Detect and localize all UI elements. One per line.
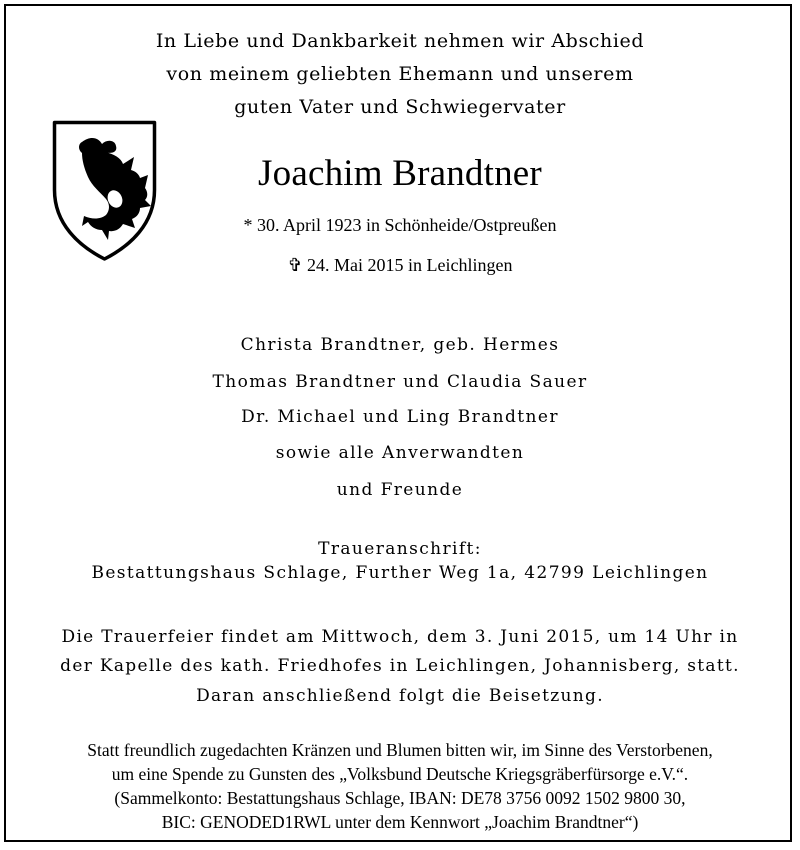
donation-line-4: BIC: GENODED1RWL unter dem Kennwort „Joachim Brandtner“) [161,812,639,832]
mourner-1: Christa Brandtner, geb. Hermes [240,335,560,355]
ceremony-line-2: der Kapelle des kath. Friedhofes in Leichlingen, Johannisberg, statt. [60,656,740,676]
address-label: Traueranschrift: [318,539,482,559]
deceased-name: Joachim Brandtner [258,153,542,194]
donation-line-2: um eine Spende zu Gunsten des „Volksbund Deutsche Kriegsgräberfürsorge e.V.“. [111,764,689,784]
mourner-3: Dr. Michael und Ling Brandtner [241,407,559,427]
ceremony-line-3: Daran anschließend folgt die Beisetzung. [196,686,604,706]
mourner-4: sowie alle Anverwandten [275,443,525,463]
intro-line-2: von meinem geliebten Ehemann und unserem [166,63,634,85]
intro-line-3: guten Vater und Schwiegervater [234,96,566,118]
intro-line-1: In Liebe und Dankbarkeit nehmen wir Abschied [155,30,645,52]
donation-line-1: Statt freundlich zugedachten Kränzen und Blumen bitten wir, im Sinne des Verstorbenen, [87,740,713,760]
ceremony-line-1: Die Trauerfeier findet am Mittwoch, dem 3. Juni 2015, um 14 Uhr in [61,627,739,647]
donation-line-3: (Sammelkonto: Bestattungshaus Schlage, IBAN: DE78 3756 0092 1502 9800 30, [114,788,686,808]
death-date: ✞ 24. Mai 2015 in Leichlingen [287,255,513,275]
birth-date: * 30. April 1923 in Schönheide/Ostpreußen [243,215,557,235]
mourner-5: und Freunde [336,480,464,500]
mourner-2: Thomas Brandtner und Claudia Sauer [212,372,588,392]
address-value: Bestattungshaus Schlage, Further Weg 1a, 42799 Leichlingen [91,563,709,583]
